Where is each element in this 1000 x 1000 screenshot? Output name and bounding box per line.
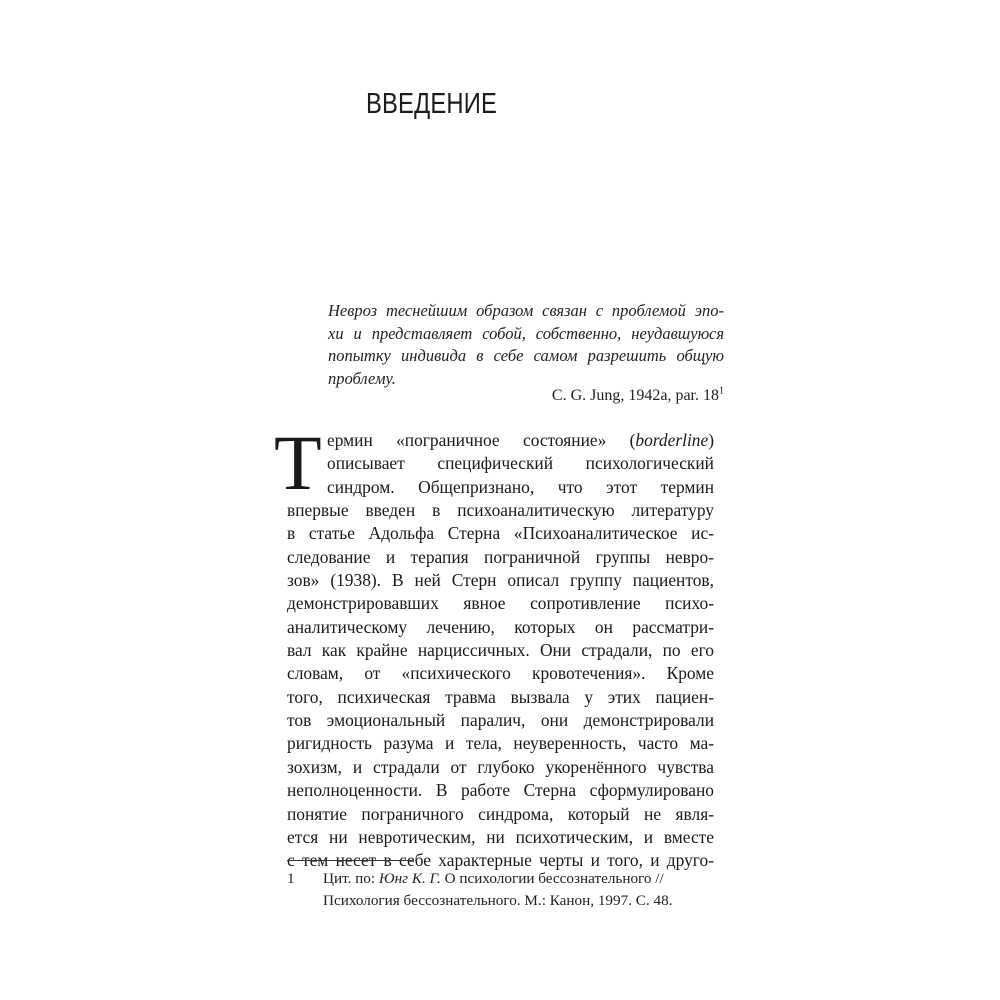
body-line [287,732,714,755]
footnote-line [323,868,715,890]
body-paragraph [287,429,714,873]
body-line-text: с тем несет в себе характерные черты и того, и друго- [287,850,714,871]
body-line-text: вал как крайне нарциссичных. Они страдали, по его [287,640,714,661]
footnote-line: Психология бессознательного. М.: Канон, 1997. С. 48. [323,891,673,909]
body-line-text: понятие пограничного синдрома, который не явля- [287,803,714,824]
body-line [287,522,714,545]
epigraph [328,300,724,390]
body-line-text: следование и терапия пограничной группы невро- [287,546,714,567]
body-line-text: ) [708,430,714,450]
body-line-text: ригидность разума и тела, неуверенность, часто ма- [287,733,714,754]
epigraph-line: проблему. [328,368,396,388]
body-line-text: того, психическая травма вызвала у этих пациен- [287,686,714,707]
body-line-text: неполноценности. В работе Стерна сформулировано [287,780,714,801]
body-line [287,569,714,592]
body-line-text: демонстрировавших явное сопротивление психо- [287,593,714,614]
epigraph-line: Невроз теснейшим образом связан с проблемой эпо- [328,301,724,320]
body-line-text: зохизм, и страдали от глубоко укоренённого чувства [287,756,714,777]
body-line [287,616,714,639]
body-line-text: тов эмоциональный паралич, они демонстрировали [287,710,714,731]
footnote-number: 1 [287,870,295,887]
body-line-text: описывает специфический психологический [327,453,714,474]
body-line [287,639,714,662]
body-line-text: зов» (1938). В ней Стерн описал группу пациентов, [287,570,714,591]
body-line [287,662,714,685]
body-line-text: впервые введен в психоаналитическую литературу [287,500,714,521]
epigraph-source [328,387,724,405]
epigraph-source-text: C. G. Jung, 1942a, par. 18 [551,387,719,404]
body-line-text: аналитическому лечению, которых он рассматри- [287,616,714,637]
body-line [287,592,714,615]
body-line [287,476,714,499]
body-line [287,756,714,779]
body-line [287,803,714,826]
footnote-text [323,868,715,911]
body-line [287,452,714,475]
footnote-line1-pre: Цит. по: [323,870,379,887]
body-line [287,546,714,569]
body-line-text: в статье Адольфа Стерна «Психоаналитическое ис- [287,523,714,544]
footnote-line1-post: О психологии бессознательного // [440,870,664,887]
body-line-text: ермин «пограничное состояние» ( [327,430,636,450]
body-line [287,779,714,802]
body-line-text: ется ни невротическим, ни психотическим, и вместе [287,826,714,847]
chapter-title: ВВЕДЕНИЕ [366,88,497,120]
body-line [287,429,714,452]
footnote-divider [287,860,414,861]
epigraph-line: попытку индивида в себе самом разрешить общую [328,346,724,365]
footnote-author: Юнг К. Г. [378,870,441,887]
body-line-emphasis: borderline [635,430,709,450]
epigraph-line: хи и представляет собой, собственно, неудавшуюся [328,323,724,343]
footnote-reference: 1 [719,385,724,397]
body-line-text: синдром. Общепризнано, что этот термин [327,476,714,497]
body-line [287,709,714,732]
body-line [287,686,714,709]
drop-cap: Т [274,419,322,506]
body-line [287,826,714,849]
body-line [287,499,714,522]
body-line-text: словам, от «психического кровотечения». Кроме [287,663,714,684]
